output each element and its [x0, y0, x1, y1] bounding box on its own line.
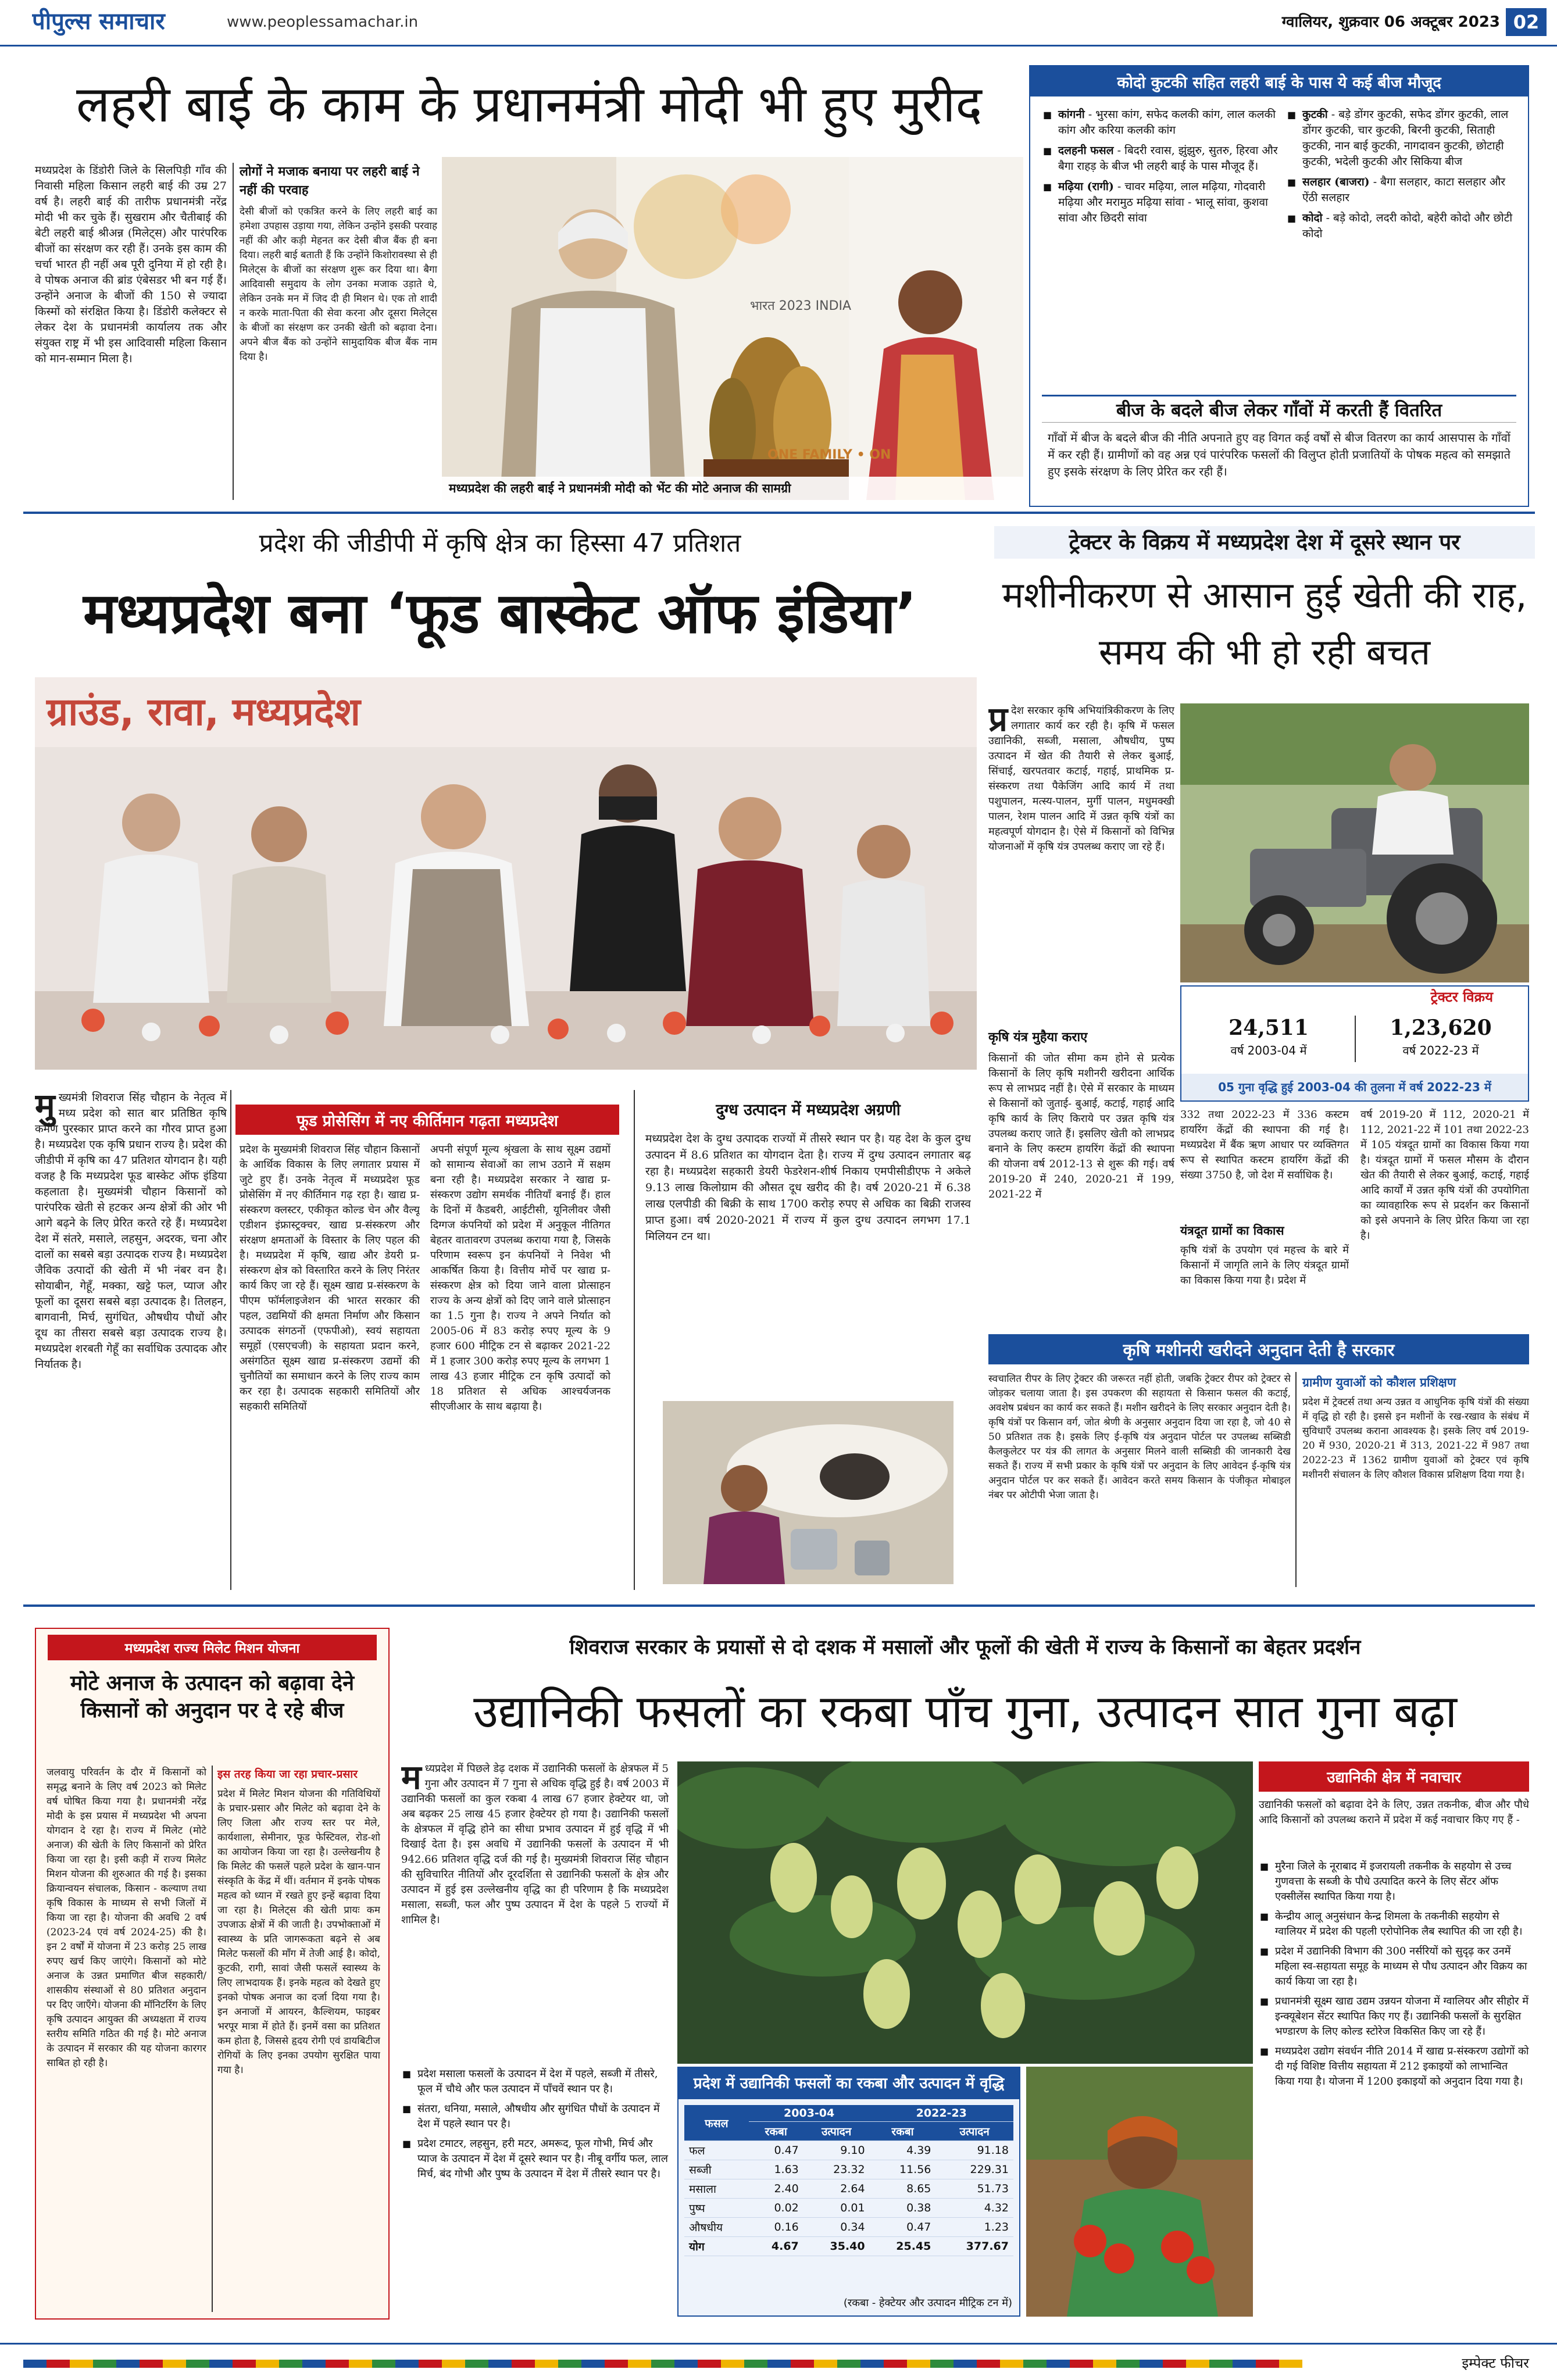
tractor-sales-value-2003: 24,511: [1229, 1016, 1309, 1040]
divider: [634, 1090, 635, 1590]
table-row: [684, 2141, 1013, 2160]
table-cell-value: 51.73: [935, 2179, 1013, 2199]
footer-bar: [0, 2343, 1557, 2380]
innovation-intro: उद्यानिकी फसलों को बढ़ावा देने के लिए, उन्नत तकनीक, बीज और पौधे आदि किसानों को उपलब्ध कराने में प्रदेश में कई नवाचार किए गए हैं -: [1259, 1799, 1529, 1826]
milk-photo: [663, 1401, 954, 1584]
tractor-illustration: [1180, 703, 1529, 982]
seeds-sub-text: गाँवों में बीज के बदले बीज की नीति अपनाते हुए वह विगत कई वर्षों से बीज वितरण का कार्य आसपास के गाँवों में कर रही हैं। ग्रामीणों को वह अन्न एवं पारंपरिक फसलों की विलुप्त होती प्रजातियों के पोषक महत्व को समझाते हुए इसके संरक्षण के लिए प्रेरित कर रही हैं।: [1048, 431, 1510, 478]
horti-bullets: [401, 2067, 669, 2317]
seed-text: - भुरसा कांग, सफेद कलकी कांग, लाल कलकी कांग और करिया कलकी कांग: [1058, 108, 1276, 137]
tractor-column-1-text: देश सरकार कृषि अभियांत्रिकीकरण के लिए लगातार कार्य कर रही है। कृषि में फसल उद्यानिकी, सब्जी, मसाला, औषधीय, पुष्प उत्पादन में खेत की तैयारी से लेकर बुआई, सिंचाई, खरपतवार कटाई, गहाई, प्राथमिक प्र-संस्करण तथा पैकेजिंग आदि कार्य में तथा पशुपालन, मत्स्य-पालन, मुर्गी पालन, मधुमक्खी पालन, रेशम पालन आदि में उन्नत कृषि यंत्रों का महत्वपूर्ण योगदान है। ऐसे में किसानों को विभिन्न योजनाओं में कृषि यंत्र उपलब्ध कराए जा रहे हैं।: [988, 705, 1174, 853]
story1-column-1: मध्यप्रदेश के डिंडोरी जिले के सिलपिड़ी गाँव की निवासी महिला किसान लहरी बाई की उम्र 27 वर्ष है। लहरी बाई की तारीफ प्रधानमंत्री नरेंद्र मोदी भी कर चुके हैं। सुखराम और चैतीबाई की बेटी लहरी बाई श्रीअन्न (मिलेट्स) और पारंपरिक बीजों का संरक्षण कर रही हैं। उनके इस काम की चर्चा भारत ही नहीं अब पूरी दुनिया में हो रही है। वे पोषक अनाज की ब्रांड एंबेसडर भी बन गई हैं। उन्होंने अनाज के बीजों की 150 से ज्यादा किस्मों को संरक्षित किया है। डिंडोरी कलेक्टर से लेकर देश के प्रधानमंत्री कार्यालय तक और संयुक्त राष्ट्र में भी इस आदिवासी महिला किसान को मान-सम्मान मिला है।: [35, 164, 227, 365]
tractor-column-3: वर्ष 2019-20 में 112, 2020-21 में 112, 2021-22 में 101 तथा 2022-23 में 105 यंत्रदूत ग्रामों का विकास किया गया है। यंत्रदूत ग्रामों में फसल मौसम के दौरान खेत की तैयारी से लेकर बुआई, कटाई, गहाई आदि कार्यों में उन्नत कृषि यंत्रों की उपयोगिता का व्यावहारिक रूप से प्रदर्शन कर किसानों को इसे अपनाने के लिए प्रेरित किया जा रहा है।: [1360, 1109, 1529, 1242]
story1-headline: लहरी बाई के काम के प्रधानमंत्री मोदी भी हुए मुरीद: [76, 76, 983, 134]
tractor-column-1b: किसानों की जोत सीमा कम होने से प्रत्येक किसानों के लिए कृषि मशीनरी खरीदना आर्थिक रूप से लाभप्रद नहीं है। ऐसे में सरकार के माध्यम से किसानों को जुताई- बुआई, कटाई, गहाई आदि कृषि कार्य के लिए किराये पर उन्नत कृषि यंत्र उपलब्ध कराए जाते हैं। इसलिए खेती को लाभप्रद बनाने के लिए कस्टम हायरिंग केंद्रों की स्थापना की योजना वर्ष 2012-13 से शुरू की गई। वर्ष 2019-20 में 240, 2020-21 में 199, 2021-22 में: [988, 1052, 1174, 1200]
tractor-grant-title: कृषि मशीनरी खरीदने अनुदान देती है सरकार: [988, 1334, 1529, 1364]
page-number: 02: [1506, 8, 1547, 36]
table-cell-crop: सब्जी: [684, 2160, 749, 2179]
footer-label: इम्पेक्ट फीचर: [1462, 2355, 1529, 2371]
farmer-photo: [1026, 2067, 1253, 2317]
table-header: 2022-23: [870, 2105, 1013, 2122]
section-divider: [23, 512, 1535, 514]
seed-list-item: [1286, 174, 1519, 206]
innovation-bullet-item: ■ मुरैना जिले के नूराबाद में इजरायली तकनीक के सहयोग से उच्च गुणवत्ता के सब्जी के पौधे उत्पादित करने के लिए सेंटर ऑफ एक्सीलेंस स्थापित किया गया है।: [1259, 1859, 1529, 1904]
table-cell-value: 0.47: [870, 2218, 936, 2237]
dropcap: मु: [35, 1090, 55, 1125]
table-cell-value: 0.01: [804, 2199, 870, 2218]
divider: [233, 163, 234, 500]
divider: [212, 1766, 213, 2312]
photo-banner-text: ग्राउंड, रावा, मध्यप्रदेश: [47, 689, 360, 734]
tractor-sales-label-2003: वर्ष 2003-04 में: [1230, 1044, 1307, 1057]
seed-name: मढ़िया (रागी): [1058, 180, 1114, 193]
seed-name: कुटकी: [1302, 108, 1328, 121]
table-row: [684, 2160, 1013, 2179]
seed-list-item: [1286, 210, 1519, 242]
millet-column-2: प्रदेश में मिलेट मिशन योजना की गतिविधियों के प्रचार-प्रसार और मिलेट को बढ़ावा देने के लिए जिला और राज्य स्तर पर मेले, कार्यशाला, सेमीनार, फूड फेस्टिवल, रोड-शो का आयोजन किया जा रहा है। उल्लेखनीय है कि मिलेट की फसलें पहले प्रदेश के खान-पान संस्कृति के केंद्र में थीं। वर्तमान में इनके पोषक महत्व को ध्यान में रखते हुए इन्हें बढ़ावा दिया जा रहा है। मिलेट्स की खेती प्रायः कम उपजाऊ क्षेत्रों में की जाती है। उपभोक्ताओं में स्वास्थ्य के प्रति जागरूकता बढ़ने से अब मिलेट फसलों की माँग में तेजी आई है। कोदो, कुटकी, रागी, सावां जैसी फसलें स्वास्थ्य के लिए लाभदायक हैं। इनके महत्व को देखते हुए इनको पोषक अनाज का दर्जा दिया गया है। इन अनाजों में आयरन, कैल्शियम, फाइबर भरपूर मात्रा में होते हैं। इनमें वसा का प्रतिशत कम होता है, जिससे हृदय रोगी एवं डायबिटीज रोगियों के लिए इनका उपयोग सुरक्षित पाया गया है।: [217, 1788, 380, 2076]
table-cell-value: 0.02: [749, 2199, 804, 2218]
table-cell-value: 2.64: [804, 2179, 870, 2199]
story1-subhead: लोगों ने मजाक बनाया पर लहरी बाई ने नहीं की परवाह: [240, 165, 420, 198]
millet-headline: मोटे अनाज के उत्पादन को बढ़ावा देने किसानों को अनुदान पर दे रहे बीज: [70, 1671, 355, 1723]
seed-text: - बड़े डोंगर कुटकी, सफेद डोंगर कुटकी, लाल डोंगर कुटकी, चार कुटकी, बिरनी कुटकी, सिताही कुटकी, नान बाई कुटकी, नागदावन कुटकी, छोटाही कुटकी, भदेली कुटकी और सिकिया बीज: [1302, 108, 1509, 168]
table-cell-value: 8.65: [870, 2179, 936, 2199]
milk-text: मध्यप्रदेश देश के दुग्ध उत्पादक राज्यों में तीसरे स्थान पर है। यह देश के कुल दुग्ध उत्पादन में 8.6 प्रतिशत का योगदान देता है। राज्य में दुग्ध उत्पादन लगातार बढ़ रहा है। मध्यप्रदेश सहकारी डेयरी फेडरेशन-शीर्ष निकाय एमपीसीडीएफ ने अकेले 9.13 लाख किलोग्राम की औसत दूध खरीद की है। वर्ष 2020-21 में 6.38 लाख एलपीडी की बिक्री के साथ 1700 करोड़ रुपए से अधिक का बिक्री राजस्व प्राप्त हुआ। वर्ष 2020-2021 में राज्य में कुल दुग्ध उत्पादन लगभग 17.1 मिलियन टन था।: [645, 1132, 971, 1243]
dropcap: प्र: [988, 703, 1008, 739]
table-subheader: रकबा: [870, 2122, 936, 2141]
table-cell-value: 1.63: [749, 2160, 804, 2179]
table-cell-value: 91.18: [935, 2141, 1013, 2160]
innovation-bullet-item: ■ प्रदेश में उद्यानिकी विभाग की 300 नर्सरियों को सुदृढ़ कर उनमें महिला स्व-सहायता समूह के माध्यम से पौध उत्पादन और विक्रय का कार्य किया जा रहा है।: [1259, 1944, 1529, 1989]
horti-bullet-item: ■ प्रदेश मसाला फसलों के उत्पादन में देश में पहले, सब्जी में तीसरे, फूल में चौथे और फल उत्पादन में पाँचवें स्थान पर है।: [401, 2067, 669, 2097]
story2-kicker: प्रदेश की जीडीपी में कृषि क्षेत्र का हिस्सा 47 प्रतिशत: [259, 528, 741, 558]
horti-table: [684, 2105, 1013, 2256]
story2-photo: [35, 677, 977, 1070]
table-row: [684, 2199, 1013, 2218]
seeds-box-title: कोदो कुटकी सहित लहरी बाई के पास ये कई बीज मौजूद: [1030, 66, 1528, 97]
table-cell-value: 0.47: [749, 2141, 804, 2160]
tractor-photo: [1180, 703, 1529, 982]
table-cell-value: 377.67: [935, 2237, 1013, 2256]
tractor-youth-text: प्रदेश में ट्रेक्टर्स तथा अन्य उन्नत व आधुनिक कृषि यंत्रों की संख्या में वृद्धि हो रही है। इससे इन मशीनों के रख-रखाव के संबंध में सुविधाएँ उपलब्ध कराना आवश्यक है। इसके लिए वर्ष 2019-20 में 930, 2020-21 में 313, 2021-22 में 987 तथा 2022-23 में 1362 ग्रामीण युवाओं को ट्रेक्टर एवं कृषि मशीनरी संचालन के लिए कौशल विकास प्रशिक्षण दिया गया है।: [1302, 1396, 1529, 1481]
divider: [230, 1090, 231, 1590]
mango-tree-illustration: [677, 1761, 1253, 2064]
millet-kicker: मध्यप्रदेश राज्य मिलेट मिशन योजना: [48, 1635, 377, 1660]
masthead: [0, 0, 1557, 47]
milk-title: दुग्ध उत्पादन में मध्यप्रदेश अग्रणी: [716, 1101, 901, 1119]
photo-banner-text: ONE FAMILY • ON: [767, 448, 891, 462]
table-subheader: रकबा: [749, 2122, 804, 2141]
story1-photo: [442, 157, 1023, 500]
table-cell-crop: औषधीय: [684, 2218, 749, 2237]
horti-table-box: [677, 2067, 1020, 2317]
table-cell-value: 0.34: [804, 2218, 870, 2237]
table-row: [684, 2179, 1013, 2199]
tractor-sales-value-2022: 1,23,620: [1390, 1016, 1492, 1040]
table-header: फसल: [684, 2105, 749, 2141]
table-cell-value: 9.10: [804, 2141, 870, 2160]
table-cell-value: 35.40: [804, 2237, 870, 2256]
story1-photo-caption: मध्यप्रदेश की लहरी बाई ने प्रधानमंत्री मोदी को भेंट की मोटे अनाज की सामग्री: [442, 477, 1023, 500]
tractor-youth-title: ग्रामीण युवाओं को कौशल प्रशिक्षण: [1302, 1375, 1456, 1389]
horti-intro-text: ध्यप्रदेश में पिछले डेढ़ दशक में उद्यानिकी फसलों के क्षेत्रफल में 5 गुना और उत्पादन में 7 गुना से अधिक वृद्धि हुई है। वर्ष 2003 में उद्यानिकी फसलों का कुल रकबा 4 लाख 67 हजार हेक्टेयर था, जो अब बढ़कर 25 लाख 45 हजार हेक्टेयर हो गया है। उद्यानिकी फसलों के क्षेत्रफल में वृद्धि होने का सीधा प्रभाव उत्पादन में हुई वृद्धि में भी दिखाई देता है। इस अवधि में उद्यानिकी फसलों के उत्पादन में भी 942.66 प्रतिशत वृद्धि दर्ज की गई है। मुख्यमंत्री शिवराज सिंह चौहान की सुविचारित नीतियों और दूरदर्शिता से उद्यानिकी फसलों के क्षेत्र और उत्पादन में हुई इस उल्लेखनीय वृद्धि का ही परिणाम है कि मध्यप्रदेश मसाला, सब्जी, फल और पुष्प उत्पादन में देश के पहले 5 राज्यों में शामिल है।: [401, 1763, 669, 1926]
table-cell-value: 4.32: [935, 2199, 1013, 2218]
table-subheader: उत्पादन: [935, 2122, 1013, 2141]
food-processing-title: फूड प्रोसेसिंग में नए कीर्तिमान गढ़ता मध्यप्रदेश: [235, 1105, 619, 1135]
divider: [1295, 1372, 1297, 1587]
innovation-bullet-item: ■ मध्यप्रदेश उद्योग संवर्धन नीति 2014 में खाद्य प्र-संस्करण उद्योगों को दी गई विशिष्ट वित्तीय सहायता में 212 इकाइयों को लाभान्वित किया गया है। योजना में 1200 इकाइयों को अनुदान दिया गया है।: [1259, 2044, 1529, 2089]
table-cell-value: 4.67: [749, 2237, 804, 2256]
tractor-sales-title: ट्रेक्टर विक्रय: [1430, 989, 1493, 1005]
table-cell-value: 4.39: [870, 2141, 936, 2160]
section-divider: [23, 1604, 1535, 1607]
divider: [1355, 1016, 1356, 1062]
innovation-box: [1259, 1761, 1529, 2317]
table-cell-crop: पुष्प: [684, 2199, 749, 2218]
tractor-sales-label-2022: वर्ष 2022-23 में: [1402, 1044, 1479, 1057]
table-cell-value: 23.32: [804, 2160, 870, 2179]
tractor-sub-1: कृषि यंत्र मुहैया कराए: [988, 1030, 1088, 1045]
table-cell-crop: योग: [684, 2237, 749, 2256]
seed-name: कांगनी: [1058, 108, 1085, 121]
millet-subhead: इस तरह किया जा रहा प्रचार-प्रसार: [217, 1768, 358, 1781]
seed-text: - बैगा सलहार, काटा सलहार और ऐंठी सलहार: [1302, 176, 1506, 204]
seed-list-item: [1042, 107, 1280, 138]
table-cell-value: 2.40: [749, 2179, 804, 2199]
masthead-website[interactable]: www.peoplessamachar.in: [227, 13, 419, 31]
masthead-logo: पीपुल्स समाचार: [32, 8, 165, 35]
horti-bullet-item: ■ प्रदेश टमाटर, लहसुन, हरी मटर, अमरूद, फूल गोभी, मिर्च और प्याज के उत्पादन में देश में दूसरे स्थान पर है। नीबू वर्गीय फल, लाल मिर्च, बंद गोभी और पुष्प के उत्पादन में देश में तीसरे स्थान पर है।: [401, 2136, 669, 2182]
dropcap: म: [401, 1761, 422, 1797]
story1-column-2: देसी बीजों को एकत्रित करने के लिए लहरी बाई का हमेशा उपहास उड़ाया गया, लेकिन उन्होंने इसकी परवाह नहीं की और कड़ी मेहनत कर देसी बीज बैंक ही बना दिया। लहरी बाई बताती हैं कि उन्होंने किशोरावस्था से ही मिलेट्स के बीजों का संरक्षण शुरू कर दिया था। बैगा आदिवासी समुदाय के लोग उनका मजाक उड़ाते थे, लेकिन उनके मन में जिद दी ही मिशन थे। एक तो शादी न करके माता-पिता की सेवा करना और दूसरा मिलेट्स के बीजों का संरक्षण कर उनकी खेती को बढ़ावा देना। अपने बीज बैंक को उन्होंने सामुदायिक बीज बैंक नाम दिया है।: [240, 206, 437, 363]
cow-milking-illustration: [663, 1401, 954, 1584]
tractor-grant-text: स्वचालित रीपर के लिए ट्रेक्टर की जरूरत नहीं होती, जबकि ट्रेक्टर रीपर को ट्रेक्टर से जोड़कर चलाया जाता है। इस उपकरण की सहायता से किसान फसल की कटाई, अवशेष प्रबंधन का कार्य कर सकते हैं। मशीन खरीदने के लिए सरकार अनुदान देती है। कृषि यंत्रों पर किसान वर्ग, जोत श्रेणी के अनुसार अनुदान दिया जा रहा है, जो 40 से 50 प्रतिशत तक है। इसके लिए ई-कृषि यंत्र अनुदान पोर्टल पर उपलब्ध सब्सिडी कैलकुलेटर पर यंत्र की लागत के अनुसार मिलने वाली सब्सिडी की जानकारी देख सकते हैं। राज्य में सभी प्रकार के कृषि यंत्रों पर अनुदान के लिए आवेदन ई-कृषि यंत्र अनुदान पोर्टल पर कर सकते हैं। आवेदन करते समय किसान के पंजीकृत मोबाइल नंबर पर ओटीपी भेजा जाता है।: [988, 1373, 1291, 1501]
story2-column-1: [35, 1090, 227, 1590]
tractor-headline: मशीनीकरण से आसान हुई खेती की राह, समय की भी हो रही बचत: [1002, 574, 1527, 673]
millet-column-1: जलवायु परिवर्तन के दौर में किसानों को समृद्ध बनाने के लिए वर्ष 2023 को मिलेट वर्ष घोषित किया गया है। प्रधानमंत्री नरेंद्र मोदी के इस प्रयास में मध्यप्रदेश भी अपना योगदान दे रहा है। राज्य में मिलेट (मोटे अनाज) की खेती के लिए किसानों को प्रेरित किया जा रहा है। इसी कड़ी में राज्य मिलेट मिशन योजना की शुरुआत की गई है। इसका क्रियान्वयन संचालक, किसान - कल्याण तथा कृषि विकास के माध्यम से सभी जिलों में किया जा रहा है। योजना की अवधि 2 वर्ष (2023-24 एवं वर्ष 2024-25) की है। इन 2 वर्षों में योजना में 23 करोड़ 25 लाख रुपए खर्च किए जाएंगे। किसानों को मोटे अनाज के उन्नत प्रमाणित बीज सहकारी/शासकीय संस्थाओं से 80 प्रतिशत अनुदान पर दिए जाएँगे। योजना की मॉनिटरिंग के लिए कृषि उत्पादन आयुक्त की अध्यक्षता में राज्य स्तरीय समिति गठित की गई है। मोटे अनाज के उत्पादन में सरकार की यह योजना कारगर साबित हो रही है।: [47, 1767, 206, 2069]
horti-kicker: शिवराज सरकार के प्रयासों से दो दशक में मसालों और फूलों की खेती में राज्य के किसानों का बेहतर प्रदर्शन: [569, 1636, 1361, 1659]
seed-text: - बड़े कोदो, लदरी कोदो, बहेरी कोदो और छोटी कोदो: [1302, 212, 1513, 240]
table-row: [684, 2218, 1013, 2237]
horti-table-title: प्रदेश में उद्यानिकी फसलों का रकबा और उत्पादन में वृद्धि: [678, 2068, 1019, 2099]
story2-column-1-text: ख्यमंत्री शिवराज सिंह चौहान के नेतृत्व में मध्य प्रदेश को सात बार प्रतिष्ठित कृषि कर्मण पुरस्कार प्राप्त करने का गौरव प्राप्त हुआ है। मध्यप्रदेश एक कृषि प्रधान राज्य है। प्रदेश की जीडीपी में कृषि का 47 प्रतिशत योगदान है। यही वजह है कि मध्यप्रदेश फूड बास्केट ऑफ इंडिया कहलाता है। मुख्यमंत्री चौहान किसानों को पारंपरिक खेती से हटकर अन्य क्षेत्रों की ओर भी आगे बढ़ने के लिए प्रेरित करते रहे हैं। मध्यप्रदेश देश में संतरे, मसाले, लहसुन, अदरक, चना और दालों का सबसे बड़ा उत्पादक राज्य है। मध्यप्रदेश जैविक उत्पादों की खेती में भी नंबर वन है। सोयाबीन, गेहूँ, मक्का, खट्टे फल, प्याज और फूलों का दूसरा सबसे बड़ा उत्पादक है। तिलहन, बागवानी, मिर्च, सुगंधित, औषधीय पौधों और दूध का तीसरा सबसे बड़ा उत्पादक राज्य है। मध्यप्रदेश शरबती गेहूँ का सर्वाधिक उत्पादक और निर्यातक है।: [35, 1091, 227, 1371]
story2-headline: मध्यप्रदेश बना ‘फूड बास्केट ऑफ इंडिया’: [83, 581, 917, 646]
horti-headline: उद्यानिकी फसलों का रकबा पाँच गुना, उत्पादन सात गुना बढ़ा: [473, 1686, 1457, 1738]
table-cell-crop: मसाला: [684, 2179, 749, 2199]
seeds-list-left: [1042, 107, 1280, 363]
table-cell-value: 1.23: [935, 2218, 1013, 2237]
table-cell-crop: फल: [684, 2141, 749, 2160]
tractor-column-1: [988, 703, 1174, 1023]
table-cell-value: 11.56: [870, 2160, 936, 2179]
seed-name: कोदो: [1302, 212, 1323, 224]
table-cell-value: 25.45: [870, 2237, 936, 2256]
tractor-sales-box: [1180, 985, 1529, 1102]
seed-text: - बिदरी रवास, झुंझुरु, सुतरु, हिरवा और बैगा राहड़ के बीज भी लहरी बाई के पास मौजूद हैं।: [1058, 144, 1278, 173]
innovation-title: उद्यानिकी क्षेत्र में नवाचार: [1259, 1761, 1529, 1792]
table-subheader: उत्पादन: [804, 2122, 870, 2141]
tractor-kicker: ट्रेक्टर के विक्रय में मध्यप्रदेश देश में दूसरे स्थान पर: [994, 526, 1535, 559]
footer-color-strip: [23, 2360, 1302, 2368]
tractor-sub-2: यंत्रदूत ग्रामों का विकास: [1180, 1224, 1284, 1238]
seed-list-item: [1042, 179, 1280, 226]
table-cell-value: 0.38: [870, 2199, 936, 2218]
photo-backdrop-text: भारत 2023 INDIA: [750, 299, 852, 313]
food-processing-column-1: प्रदेश के मुख्यमंत्री शिवराज सिंह चौहान किसानों के आर्थिक विकास के लिए लगातार प्रयास में जुटे हुए हैं। उनके नेतृत्व में मध्यप्रदेश फूड प्रोसेसिंग में नए कीर्तिमान गढ़ रहा है। खाद्य प्र-संस्करण क्लस्टर, एकीकृत कोल्ड चेन और वैल्यू एडीशन इंफ्रास्ट्रक्चर, खाद्य प्र-संस्करण और संरक्षण क्षमताओं के विस्तार के लिए पहल की है। मध्यप्रदेश में कृषि, खाद्य और डेयरी प्र-संस्करण क्षेत्र को विस्तारित करने के लिए निरंतर कार्य किए जा रहे हैं। सूक्ष्म खाद्य प्र-संस्करण के पीएम फॉर्मलाइजेशन की भारत सरकार की पहल, उद्यमियों की क्षमता निर्माण और किसान उत्पादक संगठनों (एफपीओ), स्वयं सहायता समूहों (एसएचजी) के सहायता प्रदान करने, असंगठित सूक्ष्म खाद्य प्र-संस्करण उद्यमों की चुनौतियों का समाधान करने के लिए राज्य काम कर रहा है। उत्पादक सहकारी समितियों और सहकारी समितियों: [240, 1143, 420, 1413]
innovation-bullet-item: ■ प्रधानमंत्री सूक्ष्म खाद्य उद्यम उन्नयन योजना में ग्वालियर और सीहोर में इन्क्यूबेशन सेंटर स्थापित किए गए हैं। उद्यानिकी फसलों के सुरक्षित भण्डारण के लिए कोल्ड स्टोरेज विकसित किए जा रहे हैं।: [1259, 1994, 1529, 2039]
table-cell-value: 229.31: [935, 2160, 1013, 2179]
seed-name: दलहनी फसल: [1058, 144, 1114, 157]
seed-name: सलहार (बाजरा): [1302, 176, 1370, 188]
seeds-list-right: [1286, 107, 1519, 363]
millet-box: [35, 1628, 390, 2320]
table-row: [684, 2237, 1013, 2256]
seed-list-item: [1286, 107, 1519, 170]
horti-bullet-item: ■ संतरा, धनिया, मसाले, औषधीय और सुगंधित पौधों के उत्पादन में देश में पहले स्थान पर है।: [401, 2102, 669, 2132]
innovation-bullet-item: ■ केन्द्रीय आलू अनुसंधान केन्द्र शिमला के तकनीकी सहयोग से ग्वालियर में प्रदेश की पहली एरोपोनिक लैब स्थापित की जा रही है।: [1259, 1909, 1529, 1939]
food-processing-column-2: अपनी संपूर्ण मूल्य श्रृंखला के साथ सूक्ष्म उद्यमों को सामान्य सेवाओं का लाभ उठाने में सक्षम बना रही है। मध्यप्रदेश सरकार ने खाद्य प्र-संस्करण उद्योग समर्थक नीतियाँ बनाई हैं। हाल के दिनों में कैडबरी, आईटीसी, यूनिलीवर जैसी दिग्गज कंपनियों को प्रदेश में अनुकूल नीतिगत बेहतर वातावरण उपलब्ध कराया गया है, जिसके परिणाम स्वरूप इन कंपनियों ने निवेश भी आकर्षित किया है। वित्तीय मोर्चे पर खाद्य प्र-संस्करण क्षेत्र को दिया जाने वाला प्रोत्साहन राज्य के अन्य क्षेत्रों को दिए जाने वाले प्रोत्साहन का 1.5 गुना है। राज्य ने अपने निर्यात को 2005-06 में 83 करोड़ रुपए मूल्य के 9 हजार 600 मीट्रिक टन से बढ़ाकर 2021-22 में 1 हजार 300 करोड़ रुपए मूल्य के लगभग 1 लाख 43 हजार मीट्रिक टन कृषि उत्पादों को 18 प्रतिशत से अधिक आश्चर्यजनक सीएजीआर के साथ बढ़ाया है।: [430, 1143, 610, 1413]
table-header: 2003-04: [749, 2105, 870, 2122]
innovation-bullets: [1259, 1859, 1529, 2315]
table-cell-value: 0.16: [749, 2218, 804, 2237]
horti-table-note: (रकबा - हेक्टेयर और उत्पादन मीट्रिक टन में): [843, 2297, 1012, 2309]
seeds-sub-title: बीज के बदले बीज लेकर गाँवों में करती हैं वितरित: [1042, 395, 1516, 423]
horti-intro: [401, 1761, 669, 2064]
woman-farmer-illustration: [1026, 2067, 1253, 2317]
mango-photo: [677, 1761, 1253, 2064]
tractor-column-2: 332 तथा 2022-23 में 336 कस्टम हायरिंग केंद्रों की स्थापना की गई है। मध्यप्रदेश में बैंक ऋण आधार पर व्यक्तिगत रूप से स्थापित कस्टम हायरिंग केंद्रों की संख्या 3750 है, जो देश में सर्वाधिक है।: [1180, 1109, 1349, 1181]
tractor-sales-note: 05 गुना वृद्धि हुई 2003-04 की तुलना में वर्ष 2022-23 में: [1181, 1074, 1528, 1100]
horti-table-wrapper: [684, 2105, 1013, 2291]
seed-text: - चावर मढ़िया, लाल मढ़िया, गोदवारी मढ़िया और मरामुठ मढ़िया सांवा - भालू सांवा, कुशवा सांवा और छिदरी सांवा: [1058, 180, 1268, 224]
seeds-box: [1029, 65, 1529, 507]
tractor-column-2b: कृषि यंत्रों के उपयोग एवं महत्त्व के बारे में किसानों में जागृति लाने के लिए यंत्रदूत ग्रामों का विकास किया गया है। प्रदेश में: [1180, 1244, 1349, 1287]
masthead-dateline: ग्वालियर, शुक्रवार 06 अक्टूबर 2023: [1281, 13, 1500, 31]
seed-list-item: [1042, 143, 1280, 174]
